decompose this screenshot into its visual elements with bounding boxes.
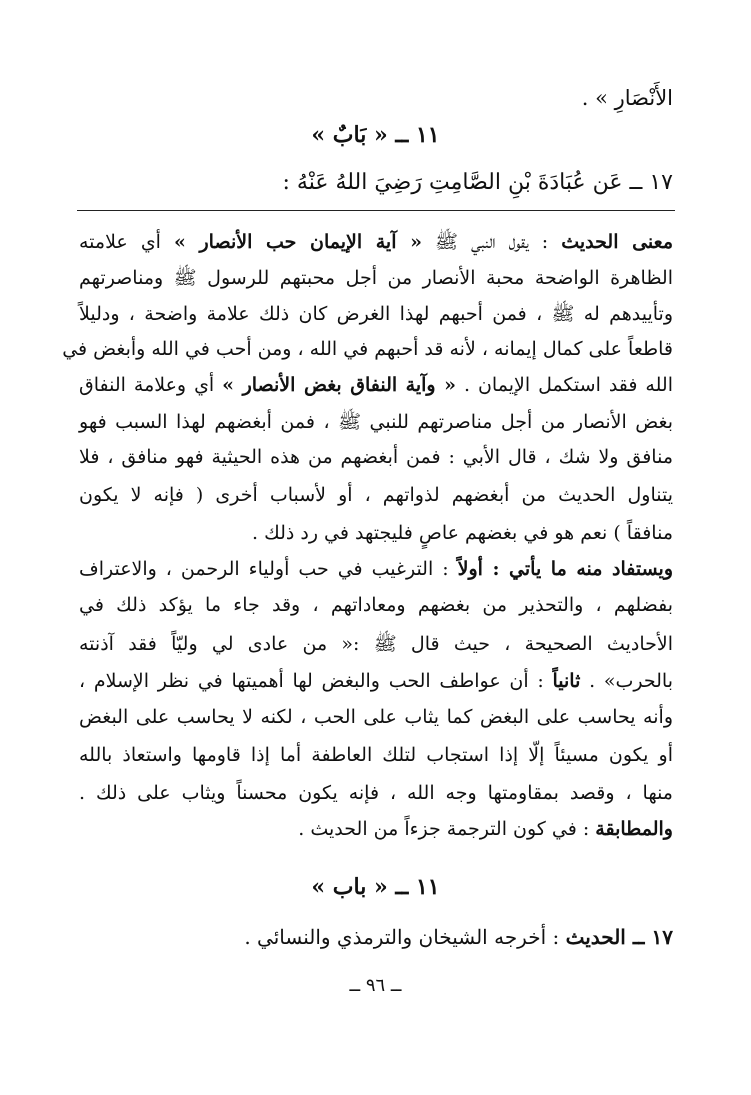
para1-line1-text-b: أي علامته xyxy=(79,231,175,253)
para1-line5 xyxy=(79,374,673,396)
para2-line1 xyxy=(79,558,673,580)
para2-line8 xyxy=(298,818,673,840)
footnote-label: ١٧ ــ الحديث xyxy=(565,925,673,949)
para1-line7: منافق ولا شك ، قال الأبي : فمن أبغضهم من هذه الحيثية فهو منافق ، فلا xyxy=(79,446,673,468)
para2-line1-text: : الترغيب في حب أولياء الرحمن ، والاعتراف xyxy=(79,558,458,580)
footnote-text: : أخرجه الشيخان والترمذي والنسائي . xyxy=(244,925,566,949)
footnote xyxy=(244,925,673,949)
chapter-heading-top: ١١ ــ « بَابٌ » xyxy=(311,122,440,148)
para2-line8-text: : في كون الترجمة جزءاً من الحديث . xyxy=(298,818,596,840)
para2-conformity-label: والمطابقة xyxy=(595,818,673,840)
para2-line4 xyxy=(79,670,673,692)
para2-line3: الأحاديث الصحيحة ، حيث قال ﷺ :« من عادى لي وليّاً فقد آذنته xyxy=(79,633,673,655)
para2-line5: وأنه يحاسب على البغض كما يثاب على الحب ، لكنه لا يحاسب على البغض xyxy=(79,706,673,728)
para2-lead: ويستفاد منه ما يأتي : أولاً xyxy=(457,558,674,580)
para1-line8: يتناول الحديث من أبغضهم لذواتهم ، أو لأسباب أخرى ( فإنه لا يكون xyxy=(79,484,673,506)
para2-line7: منها ، وقصد بمقاومتها وجه الله ، فإنه يكون محسناً ويثاب على ذلك . xyxy=(79,782,673,804)
separator-rule xyxy=(77,210,675,211)
para1-lead: معنى الحديث xyxy=(561,231,674,253)
para1-quote1: « آية الإيمان حب الأنصار » xyxy=(174,231,422,253)
para1-line3: وتأييدهم له ﷺ ، فمن أحبهم لهذا الغرض كان ذلك علامة واضحة ، ودليلاً xyxy=(79,303,673,325)
para2-line2: بفضلهم ، والتحذير من بغضهم ومعاداتهم ، وقد جاء ما يؤكد ذلك في xyxy=(79,594,673,616)
para2-line6: أو يكون مسيئاً إلّا إذا استجاب لتلك العاطفة أما إذا قاومها واستعاذ بالله xyxy=(79,744,673,766)
para2-line4-text-b: : أن عواطف الحب والبغض لها أهميتها في نظر الإسلام ، xyxy=(79,670,553,692)
para2-line4-text-a: بالحرب» . xyxy=(580,670,674,692)
chapter-heading-bottom: ١١ ــ « باب » xyxy=(311,874,440,900)
hadith-intro: ١٧ ــ عَن عُبَادَةَ بْنِ الصَّامِتِ رَضِيَ اللهُ عَنْهُ : xyxy=(282,170,673,195)
para1-line4: قاطعاً على كمال إيمانه ، لأنه قد أحبهم في الله ، ومن أحب في الله وأبغض في xyxy=(62,338,673,360)
para1-line5-text-a: الله فقد استكمل الإيمان . xyxy=(456,374,673,396)
para1-line2: الظاهرة الواضحة محبة الأنصار من أجل محبتهم للرسول ﷺ ومناصرتهم xyxy=(79,267,673,289)
para1-line1-text-a: : يقول النبي ﷺ xyxy=(422,231,562,253)
para1-line5-text-b: أي وعلامة النفاق xyxy=(79,374,223,396)
para1-line9: منافقاً ) نعم هو في بغضهم عاصٍ فليجتهد في رد ذلك . xyxy=(251,522,673,544)
page-number: ــ ٩٦ ــ xyxy=(349,975,402,996)
para1-line6: بغض الأنصار من أجل مناصرتهم للنبي ﷺ ، فمن أبغضهم لهذا السبب فهو xyxy=(79,411,673,433)
para2-second-point: ثانياً xyxy=(552,670,581,692)
para1-quote2: « وآية النفاق بغض الأنصار » xyxy=(222,374,457,396)
para1-line1 xyxy=(79,230,673,258)
top-line: الأَنْصَارِ » . xyxy=(581,86,673,110)
